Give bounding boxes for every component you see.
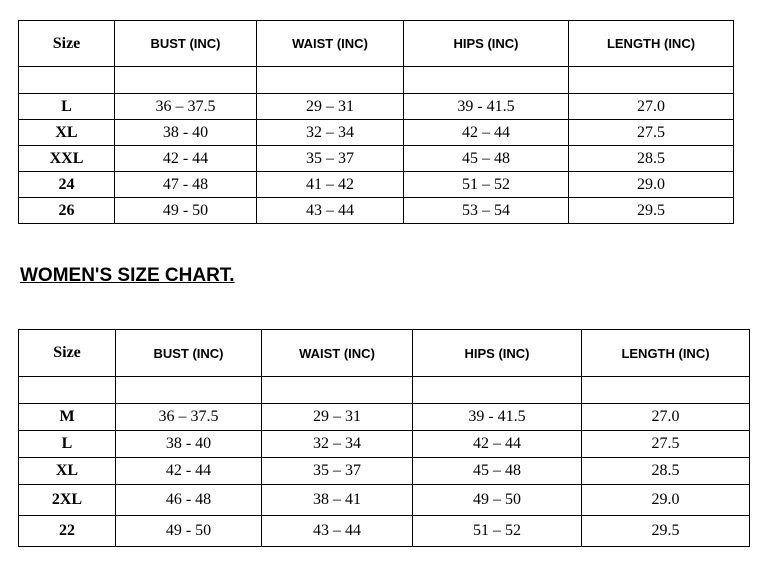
- header-length: LENGTH (INC): [582, 330, 750, 377]
- length-cell: 29.5: [582, 516, 750, 547]
- table-row: [19, 120, 734, 146]
- empty-cell: [19, 67, 115, 94]
- hips-cell: 42 – 44: [413, 431, 582, 458]
- header-bust: BUST (INC): [116, 330, 262, 377]
- header-size: Size: [19, 21, 115, 67]
- hips-cell: 39 - 41.5: [413, 404, 582, 431]
- length-cell: 29.0: [569, 172, 734, 198]
- waist-cell: 35 – 37: [257, 146, 404, 172]
- table-row: [19, 485, 750, 516]
- header-waist: WAIST (INC): [257, 21, 404, 67]
- empty-cell: [115, 67, 257, 94]
- empty-row: [19, 67, 734, 94]
- size-cell: 26: [19, 198, 115, 224]
- table-row: [19, 172, 734, 198]
- table-row: [19, 146, 734, 172]
- bust-cell: 49 - 50: [116, 516, 262, 547]
- size-chart-table-2: [18, 329, 750, 547]
- size-cell: 2XL: [19, 485, 116, 516]
- size-cell: 22: [19, 516, 116, 547]
- length-cell: 28.5: [582, 458, 750, 485]
- size-cell: 24: [19, 172, 115, 198]
- empty-cell: [257, 67, 404, 94]
- waist-cell: 32 – 34: [262, 431, 413, 458]
- waist-cell: 29 – 31: [257, 94, 404, 120]
- empty-cell: [413, 377, 582, 404]
- table-row: [19, 198, 734, 224]
- header-bust: BUST (INC): [115, 21, 257, 67]
- hips-cell: 42 – 44: [404, 120, 569, 146]
- size-chart-table-1: [18, 20, 734, 224]
- bust-cell: 47 - 48: [115, 172, 257, 198]
- size-cell: XL: [19, 458, 116, 485]
- size-cell: L: [19, 431, 116, 458]
- hips-cell: 51 – 52: [413, 516, 582, 547]
- table-row: [19, 516, 750, 547]
- hips-cell: 45 – 48: [404, 146, 569, 172]
- length-cell: 27.5: [582, 431, 750, 458]
- length-cell: 27.0: [569, 94, 734, 120]
- hips-cell: 51 – 52: [404, 172, 569, 198]
- waist-cell: 29 – 31: [262, 404, 413, 431]
- waist-cell: 38 – 41: [262, 485, 413, 516]
- table-row: [19, 404, 750, 431]
- empty-cell: [116, 377, 262, 404]
- length-cell: 27.0: [582, 404, 750, 431]
- table-row: [19, 94, 734, 120]
- table-row: [19, 431, 750, 458]
- size-cell: XXL: [19, 146, 115, 172]
- length-cell: 27.5: [569, 120, 734, 146]
- size-cell: M: [19, 404, 116, 431]
- table-header-row: [19, 21, 734, 67]
- empty-cell: [404, 67, 569, 94]
- bust-cell: 36 – 37.5: [116, 404, 262, 431]
- bust-cell: 42 - 44: [115, 146, 257, 172]
- empty-row: [19, 377, 750, 404]
- length-cell: 29.0: [582, 485, 750, 516]
- header-hips: HIPS (INC): [413, 330, 582, 377]
- bust-cell: 42 - 44: [116, 458, 262, 485]
- bust-cell: 46 - 48: [116, 485, 262, 516]
- waist-cell: 35 – 37: [262, 458, 413, 485]
- hips-cell: 39 - 41.5: [404, 94, 569, 120]
- waist-cell: 41 – 42: [257, 172, 404, 198]
- waist-cell: 43 – 44: [262, 516, 413, 547]
- bust-cell: 36 – 37.5: [115, 94, 257, 120]
- size-cell: XL: [19, 120, 115, 146]
- empty-cell: [569, 67, 734, 94]
- length-cell: 28.5: [569, 146, 734, 172]
- header-length: LENGTH (INC): [569, 21, 734, 67]
- hips-cell: 45 – 48: [413, 458, 582, 485]
- table-header-row: [19, 330, 750, 377]
- bust-cell: 38 - 40: [115, 120, 257, 146]
- length-cell: 29.5: [569, 198, 734, 224]
- hips-cell: 53 – 54: [404, 198, 569, 224]
- waist-cell: 43 – 44: [257, 198, 404, 224]
- hips-cell: 49 – 50: [413, 485, 582, 516]
- size-cell: L: [19, 94, 115, 120]
- header-hips: HIPS (INC): [404, 21, 569, 67]
- header-waist: WAIST (INC): [262, 330, 413, 377]
- header-size: Size: [19, 330, 116, 377]
- empty-cell: [19, 377, 116, 404]
- bust-cell: 49 - 50: [115, 198, 257, 224]
- empty-cell: [262, 377, 413, 404]
- table-row: [19, 458, 750, 485]
- bust-cell: 38 - 40: [116, 431, 262, 458]
- waist-cell: 32 – 34: [257, 120, 404, 146]
- womens-size-chart-heading: WOMEN'S SIZE CHART.: [20, 265, 235, 286]
- empty-cell: [582, 377, 750, 404]
